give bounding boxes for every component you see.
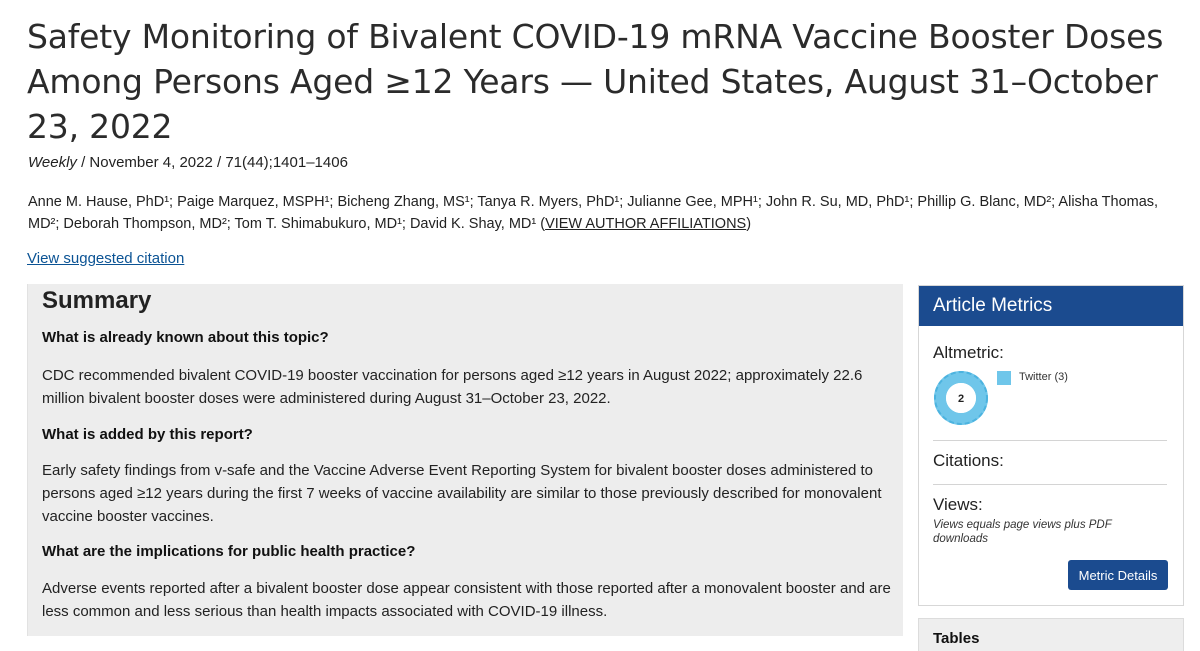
view-suggested-citation-link[interactable]: View suggested citation — [27, 250, 185, 267]
author-list-close: ) — [746, 216, 752, 232]
summary-question-known: What is already known about this topic? — [42, 329, 329, 346]
altmetric-label: Altmetric: — [933, 343, 1004, 362]
summary-question-added: What is added by this report? — [42, 426, 253, 443]
summary-answer-implications: Adverse events reported after a bivalent booster dose appear consistent with those reported after a monovalent booster and are less common and less serious than health impacts associated with COVID-19 illness. — [42, 580, 891, 620]
citations-label: Citations: — [933, 451, 1004, 470]
views-note: Views equals page views plus PDF downloads — [933, 519, 1112, 545]
twitter-legend-label: Twitter (3) — [1019, 371, 1068, 383]
article-metrics-card — [918, 285, 1184, 606]
altmetric-score: 2 — [957, 393, 965, 405]
summary-title: Summary — [42, 287, 152, 314]
publication-date-volume: / November 4, 2022 / 71(44);1401–1406 — [76, 154, 348, 171]
summary-answer-known: CDC recommended bivalent COVID-19 booster vaccination for persons aged ≥12 years in August 2022; approximately 22.6 million bivalent booster doses were administered during August 31–October 23, 2022. — [42, 367, 863, 407]
author-names: Anne M. Hause, PhD¹; Paige Marquez, MSPH¹; Bicheng Zhang, MS¹; Tanya R. Myers, PhD¹; Julianne Gee, MPH¹; John R. Su, MD, PhD¹; Phillip G. Blanc, MD²; Alisha Thomas, MD²; Deborah Thompson, MD²; Tom T. Shimabukuro, MD¹; David K. Shay, MD¹ ( — [28, 194, 1159, 232]
tables-card[interactable] — [918, 618, 1184, 651]
view-author-affiliations-link[interactable]: VIEW AUTHOR AFFILIATIONS — [545, 216, 747, 232]
summary-box — [27, 284, 903, 636]
publication-series: Weekly — [28, 154, 77, 171]
article-title: Safety Monitoring of Bivalent COVID-19 mRNA Vaccine Booster Doses Among Persons Aged ≥12 Years — United States, August 31–October 23, 2022 — [27, 17, 1164, 146]
summary-question-implications: What are the implications for public health practice? — [42, 543, 416, 560]
author-list — [28, 191, 1188, 235]
altmetric-donut-badge[interactable] — [933, 370, 989, 426]
metric-details-button[interactable]: Metric Details — [1068, 560, 1168, 590]
tables-title: Tables — [933, 630, 980, 647]
views-label: Views: — [933, 495, 983, 514]
summary-answer-added: Early safety findings from v-safe and the Vaccine Adverse Event Reporting System for bivalent booster doses administered to persons aged ≥12 years during the first 7 weeks of vaccine availability are similar to those previously described for monovalent vaccine booster vaccines. — [42, 462, 882, 525]
metrics-divider — [933, 484, 1167, 485]
article-metrics-header: Article Metrics — [919, 286, 1183, 326]
publication-info — [28, 154, 348, 171]
twitter-legend-swatch — [997, 371, 1011, 385]
metrics-divider — [933, 440, 1167, 441]
